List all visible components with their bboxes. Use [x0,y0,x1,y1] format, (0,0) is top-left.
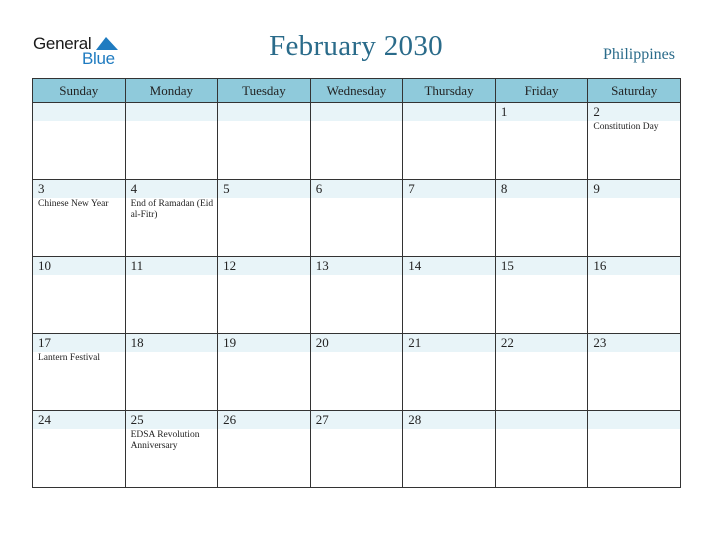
day-cell [218,257,311,334]
day-number: 19 [223,335,237,350]
logo-word-blue: Blue [82,49,115,68]
holiday-label [588,351,680,353]
day-number: 25 [130,412,144,427]
country-label: Philippines [602,46,675,63]
holiday-label: End of Ramadan (Eid al-Fitr) [130,199,214,220]
day-cell [588,103,681,180]
day-number: 2 [593,104,600,119]
weekday-header: Sunday [33,79,126,103]
day-cell [218,334,311,411]
holiday-label: Constitution Day [593,122,659,132]
day-number: 7 [408,181,415,196]
week-row [33,411,681,488]
day-number: 8 [500,181,508,196]
day-cell [125,411,218,488]
weekday-header: Wednesday [310,79,403,103]
holiday-label [33,104,125,106]
holiday-label [496,412,588,414]
page-title: February 2030 [269,30,443,62]
day-cell [125,180,218,257]
holiday-label [126,351,218,353]
holiday-label [496,197,588,199]
day-cell [495,334,588,411]
day-number: 6 [315,181,323,196]
weekday-header: Thursday [403,79,496,103]
holiday-label [218,274,310,276]
day-number: 24 [38,412,51,427]
holiday-label [496,120,588,122]
day-number: 5 [223,181,230,196]
holiday-label [126,274,218,276]
holiday-label [218,428,310,430]
day-number: 16 [593,258,607,273]
day-cell [588,180,681,257]
week-row [33,257,681,334]
day-number: 20 [315,335,329,350]
day-cell [310,411,403,488]
weekday-header: Friday [495,79,588,103]
holiday-label [311,428,403,430]
holiday-label [33,428,125,430]
day-cell [218,103,311,180]
day-cell [588,334,681,411]
day-number: 22 [500,335,514,350]
day-number: 10 [38,258,51,273]
calendar-grid [32,78,681,488]
day-number: 1 [500,104,508,119]
holiday-label [588,274,680,276]
holiday-label [403,104,495,106]
day-cell [310,180,403,257]
day-cell [33,257,126,334]
holiday-label [311,351,403,353]
weekday-header: Monday [125,79,218,103]
week-row [33,103,681,180]
holiday-label [311,274,403,276]
holiday-label [403,197,495,199]
holiday-label [403,351,495,353]
day-cell [218,411,311,488]
day-cell [403,257,496,334]
day-number: 27 [315,412,329,427]
holiday-label [496,274,588,276]
weekday-header-row [33,79,681,103]
day-cell [33,334,126,411]
holiday-label: EDSA Revolution Anniversary [130,430,200,451]
holiday-label: Lantern Festival [38,353,100,363]
day-cell [588,257,681,334]
day-number: 21 [408,335,422,350]
day-cell [33,103,126,180]
holiday-label [311,197,403,199]
day-number: 9 [593,181,600,196]
day-cell [403,180,496,257]
day-cell [403,103,496,180]
day-number: 12 [223,258,237,273]
day-cell [125,257,218,334]
day-number: 18 [130,335,144,350]
holiday-label: Chinese New Year [38,199,109,209]
holiday-label [403,428,495,430]
day-cell [495,180,588,257]
day-cell [125,103,218,180]
day-number: 14 [408,258,422,273]
week-row [33,334,681,411]
holiday-label [126,104,218,106]
day-number: 4 [130,181,138,196]
holiday-label [588,412,680,414]
day-cell [403,411,496,488]
logo-word-general: General [33,34,92,53]
day-number: 23 [593,335,607,350]
day-cell [403,334,496,411]
holiday-label [311,104,403,106]
day-cell [33,180,126,257]
day-number: 26 [223,412,237,427]
day-number: 17 [38,335,51,350]
day-number: 28 [408,412,422,427]
day-number: 13 [315,258,329,273]
day-cell [495,257,588,334]
day-cell [495,103,588,180]
day-cell [495,411,588,488]
holiday-label [588,197,680,199]
day-number: 15 [500,258,514,273]
day-number: 11 [130,258,144,273]
holiday-label [218,197,310,199]
holiday-label [33,274,125,276]
day-cell [310,334,403,411]
day-cell [310,257,403,334]
holiday-label [403,274,495,276]
day-cell [588,411,681,488]
day-cell [310,103,403,180]
week-row [33,180,681,257]
holiday-label [218,351,310,353]
weekday-header: Tuesday [218,79,311,103]
day-cell [218,180,311,257]
day-cell [33,411,126,488]
holiday-label [218,104,310,106]
weekday-header: Saturday [588,79,681,103]
day-cell [125,334,218,411]
day-number: 3 [38,181,45,196]
holiday-label [496,351,588,353]
